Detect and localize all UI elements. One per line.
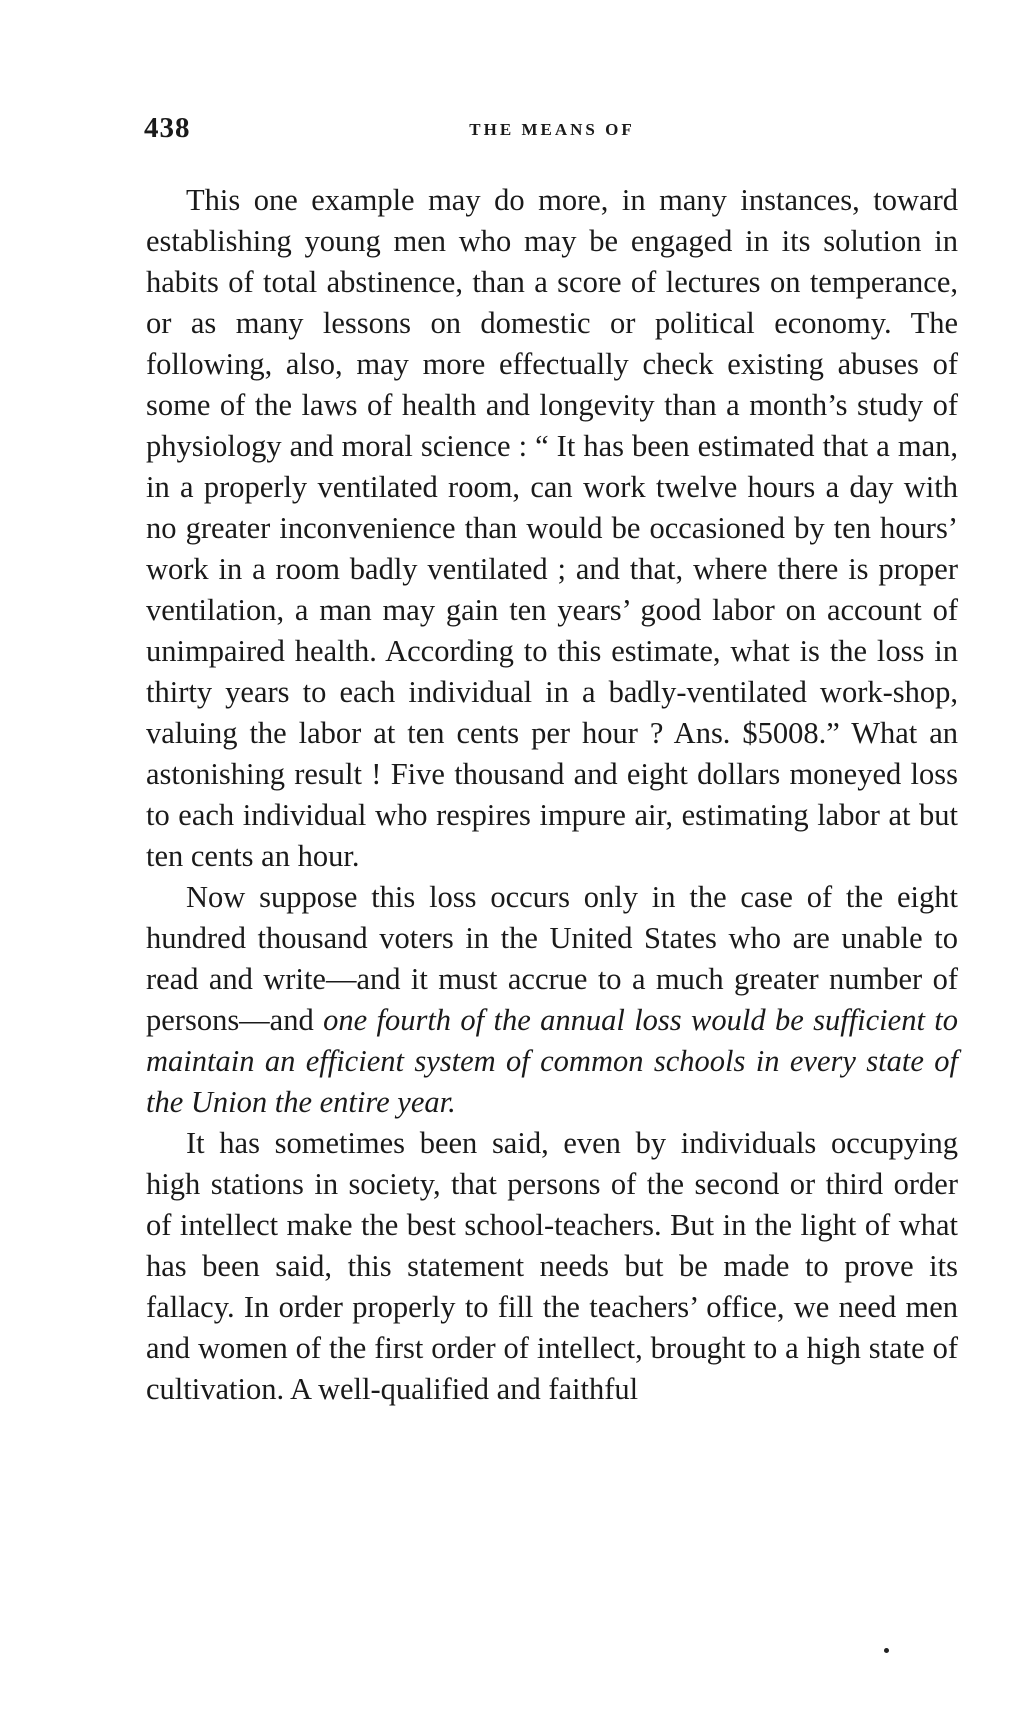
paragraph-2 [146,877,958,1123]
running-title: THE MEANS OF [469,120,635,139]
paragraph-1 [146,180,958,877]
paragraph-3 [146,1123,958,1410]
page-number: 438 [144,112,191,144]
paragraph-2-text: Now suppose this loss occurs only in the case of the eight hundred thousand voters in the United States who are unable to read and write—and it must accrue to a much greater number of persons—and [146,880,958,1037]
ink-speck [884,1648,889,1653]
body-text [146,180,958,1410]
running-head [144,112,960,152]
paragraph-3-text: It has sometimes been said, even by individuals occupying high stations in society, that persons of the second or third order of intellect make the best school-teachers. But in the light of what has been said, this statement needs but be made to prove its fallacy. In order properly to fill the teachers’ office, we need men and women of the first order of intellect, brought to a high state of cultivation. A well-qualified and faithful [146,1126,958,1406]
paragraph-1-text: This one example may do more, in many instances, toward establishing young men who may be engaged in its solution in habits of total abstinence, than a score of lectures on temperance, or as many lessons on domestic or political economy. The following, also, may more effectually check existing abuses of some of the laws of health and longevity than a month’s study of physiology and moral science : “ It has been estimated that a man, in a properly ventilated room, can work twelve hours a day with no greater inconvenience than would be occasioned by ten hours’ work in a room badly ventilated ; and that, where there is proper ventilation, a man may gain ten years’ good labor on account of unimpaired health. According to this estimate, what is the loss in thirty years to each individual in a badly-ventilated work-shop, valuing the labor at ten cents per hour ? Ans. $5008.” What an astonishing result ! Five thousand and eight dollars moneyed loss to each individual who respires impure air, estimating labor at but ten cents an hour. [146,183,958,873]
paragraph-2-italic-text: one fourth of the annual loss would be sufficient to maintain an efficient system of common schools in every state of the Union the entire year. [146,1003,958,1119]
